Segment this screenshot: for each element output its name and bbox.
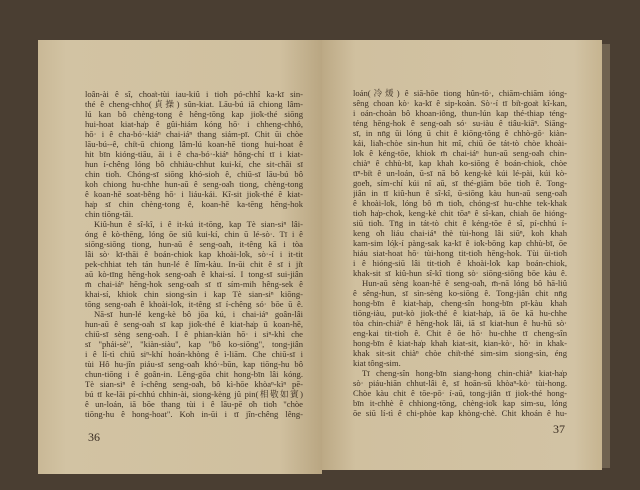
text-line: aū kò-tīng hēng-hok seng-oa̍h ê khai-sí. I tong-sī sui-jiân bbox=[85, 269, 303, 279]
text-line: tòa chin-chiàⁿ ê hēng-hok lâi, iā sī kiat-hun ê hu-hū sò· bbox=[353, 318, 567, 328]
text-line: bú tī ke-lāi pí-chhú chhin-ài, siong-kèng jû pin(相敬如賓) bbox=[85, 389, 303, 399]
text-line: Tī cheng-sîn hong-bīn siang-hong chin-chiàⁿ kiat-ha̍p bbox=[362, 368, 567, 378]
text-line: ê sêng-hun, sī sìn-sèng ko-siōng ê. Tong-jiân chit nn̄g bbox=[353, 288, 567, 298]
text-line: chin tio̍h. Chóng-sī siōng khó-sioh ê, chiū-sī lāu-bú bô bbox=[85, 169, 303, 179]
text-line: Tè sian-siⁿ ê í-chêng seng-oa̍h, bô kì-hōe khòaⁿ-kìⁿ pē- bbox=[85, 379, 303, 389]
text-line: ê koan-hē soat-bêng hō· i liáu-kái. Kî-sit jio̍k-thé ê kiat- bbox=[85, 189, 303, 199]
text-line: Kiû-hun ê sî-kî, i ê it-kú it-tōng, kap Tè sian-siⁿ lâi- bbox=[94, 219, 303, 229]
text-line: hong-bīn ê kiat-ha̍p, cheng-sîn hong-bīn pī-kàu khah bbox=[353, 298, 567, 308]
text-line: hit bīn kióng-tiāu, āi i ê cha-bó·-kiáⁿ hông-chí tī i kiat- bbox=[85, 149, 303, 159]
book-cover-edge bbox=[602, 44, 610, 468]
text-line: sò· piáu-hiān chhut-lâi ê, sī hoān-sū khòaⁿ-kò· tùi-hong. bbox=[353, 378, 567, 388]
text-line: sêng choan kò· ka-kī ê sip-koàn. Sò·-í tī bi̍t-goa̍t kî-kan, bbox=[353, 98, 567, 108]
text-line: hō· i ê cha-bó·-kiáⁿ chai-iáⁿ thang siám-pī. Chit ūi chòe bbox=[85, 129, 303, 139]
text-line: i oán-choàn bô khoan-iông, thun-lún kap thé-thiap téng- bbox=[353, 108, 567, 118]
text-line: jiân in tī kiû-hun ê sî-kî, ū-siōng kàu hun-aū seng-oa̍h bbox=[353, 188, 567, 198]
text-line: khak-sit sī kiû-hun sî-kî tiong sò· siōng-siōng bōe kàu ê. bbox=[353, 268, 567, 278]
text-line: chin tiōng-tāi. bbox=[85, 209, 134, 219]
page-number: 36 bbox=[88, 430, 100, 444]
left-page-text bbox=[85, 89, 303, 419]
text-line: thé ê cheng-chho(貞操) sûn-kiat. Lāu-bú iā chiong lâm- bbox=[85, 99, 303, 109]
text-line: lāu-bú--ê, chi̍t-ū chiong lâm-lú koan-hē tiong hui-hoat ê bbox=[85, 139, 303, 149]
text-line: bīn it-chhè ê chhiong-tōng, chèng-io̍k kap sim-su, lóng bbox=[353, 398, 567, 408]
text-line: keng o̍h liáu chai-iáⁿ thè tùi-hong lâi siūⁿ, koh khah bbox=[353, 228, 567, 238]
text-line: khai-sí, khiok chin siong-sìn i kap Tè sian-siⁿ kiōng- bbox=[85, 289, 303, 299]
text-line: loán(冷煖) ê siā-hōe tiong hûn-tō·, chiām-chiām ióng- bbox=[353, 88, 567, 98]
text-line: hun-aū ê seng-oa̍h sī kap jio̍k-thé ê kiat-ha̍p ū koan-hē, bbox=[85, 319, 303, 329]
text-line: hong-bīn ê kiat-ha̍p khah kiat-sit, kian-kò·, hō· in khak- bbox=[353, 338, 567, 348]
left-page bbox=[38, 40, 322, 474]
text-line: hui-hoat kiat-ha̍p ê gûi-hiám kóng hō· i chheng-chhó, bbox=[85, 119, 303, 129]
text-line: tīⁿ-bi̍t ê un-loán, ū-sī nā bô keng-kè kúi lé-pài, kúi kò- bbox=[353, 168, 567, 178]
text-line: koh chiong hu-chhe hun-aū ê seng-oa̍h tiong, chèng-tong bbox=[85, 179, 303, 189]
text-line: lâi sò· kī-thāi ê boán-chiok kap khoài-lo̍k, sò·-í i it-tit bbox=[85, 249, 303, 259]
text-line: m̄ chai-iáⁿ hēng-hok seng-oa̍h sī tī sím-mih hêng-sek ê bbox=[85, 279, 303, 289]
page-number: 37 bbox=[553, 422, 565, 436]
text-line: ê khoài-lo̍k, lóng bô m̄ tio̍h, chóng-sī hu-chhe tek-khak bbox=[353, 198, 567, 208]
text-line: siū tio̍h. Tn̄g in tát-tò chit ê kéng-tōe ê sî, pí-chhú í- bbox=[353, 218, 567, 228]
right-page bbox=[322, 40, 602, 470]
text-line: siōng-siōng tiong, hun-aū ê seng-oa̍h, it-têng kā i tòa bbox=[85, 239, 303, 249]
text-line: tiōng-hu ê hong-hoat". Koh in-ūi i tī jîn-chêng lêng- bbox=[85, 409, 303, 419]
text-line: kiat tông-sim. bbox=[353, 358, 401, 368]
text-line: i ê hióng-siū lâi tit-tio̍h ê khoài-lo̍k kap boán-chiok, bbox=[353, 258, 567, 268]
text-line: hun í-chêng lóng bô chhiàu-chhut kui-kí, che sit-chāi sī bbox=[85, 159, 303, 169]
right-page-text bbox=[353, 88, 567, 418]
text-line: hiáu siat-hoat hō· tùi-hong tit-tio̍h hēng-hok. Tùi ūi-tio̍h bbox=[353, 248, 567, 258]
text-line: lú kan bô chèng-tong ê hêng-tōng kap jio̍k-thé siōng bbox=[85, 109, 303, 119]
text-line: Chòe kàu chit ê tōe-pō· í-aū, tong-jiân tī jio̍k-thé hong- bbox=[353, 388, 567, 398]
text-line: téng hēng-hok ê seng-oa̍h só· su-iàu ê tiâu-kiāⁿ. Siāng- bbox=[353, 118, 567, 128]
text-line: loân-ài ê sî, choa̍t-tùi iau-kiû i tio̍h pó-chhî ka-kī sin- bbox=[85, 89, 303, 99]
text-line: sī, in nn̄g ūi lóng ū chit ê kiōng-tōng ê chhò-gō· kiàn- bbox=[353, 128, 567, 138]
text-line: chiū-sī sèng seng-oa̍h. I ê phian-kiàn hō· i siⁿ-khì che bbox=[85, 329, 303, 339]
text-line: lo̍k ê kéng-tōe, khiok m̄ chai-iáⁿ hun-aū seng-oa̍h chin- bbox=[353, 148, 567, 158]
text-line: eng-kai tit-tio̍h ê. Chit ê ōe hō· hu-chhe tī cheng-sîn bbox=[353, 328, 567, 338]
text-line: tōng seng-oa̍h ê khoài-lo̍k, it-têng sī í-chêng só· bōe ū ê. bbox=[85, 299, 303, 309]
text-line: óng ê kò-thēng, lóng ōe siû kui-kí, chin ū lé-sò·. Tī i ê bbox=[85, 229, 303, 239]
text-line: khak sit-sit chiàⁿ chòe chi̍t-thé sim-sim siong-sìn, éng bbox=[353, 348, 567, 358]
text-line: goe̍h, sím-chí kúi nî aū, sī thé-giām bōe tio̍h ê. Tong- bbox=[353, 178, 567, 188]
text-line: sī "phái-sè", "kiàn-siàu", kap "bô ko-siōng", tong-jiân bbox=[85, 339, 303, 349]
text-line: kái, lia̍h-chòe sin-hun hit mî, chiū ōe tát-tò chòe khoài- bbox=[353, 138, 567, 148]
text-line: tiōng-iàu, put-kò jio̍k-thé ê kiat-ha̍p, iā ōe kā hu-chhe bbox=[353, 308, 567, 318]
text-line: Hun-aū sèng koan-hē ê seng-oa̍h, m̄-nā lóng bô hā-liû bbox=[362, 278, 567, 288]
text-line: kam-sim ló̤k-í pàng-sak ka-kī ê io̍k-bōng kap chhù-bī, ōe bbox=[353, 238, 567, 248]
text-line: pek-chhiat teh tán hun-lé ê lîm-kàu. In-ūi chit ê sī i ji̍t bbox=[85, 259, 303, 269]
text-line: Nā-sī hun-lé keng-kè bô jōa kú, i chai-iáⁿ goân-lâi bbox=[94, 309, 303, 319]
text-line: ha̍p sī chin chèng-tong ê, koan-hē ka-tēng hēng-hok bbox=[85, 199, 303, 209]
text-line: tùi Hô hu-jîn piáu-sī seng-oa̍h khó·-būn, kap tiōng-hu bô bbox=[85, 359, 303, 369]
text-line: tio̍h ha̍p-chok, keng-kè chit tōaⁿ ê sî-kan, chiah ōe hióng- bbox=[353, 208, 567, 218]
text-line: ê un-loán, iā bōe thang tùi i ê lāu-pē o̍h tio̍h "chòe bbox=[85, 399, 303, 409]
text-line: i ê lí-tì chiū siⁿ-khí hoán-khòng ê ì-liām. Che chiū-sī i bbox=[85, 349, 303, 359]
text-line: chun-tiōng i ê goân-in. Lēng-gōa chit hong-bīn lâi kóng. bbox=[85, 369, 303, 379]
text-line: chiàⁿ ê chhù-bī, kap khah ko-siōng ê boán-chiok, chòe bbox=[353, 158, 567, 168]
text-line: ōe siū lí-tì ê chi-phòe kap khòng-chè. Chit khoán ê hu- bbox=[353, 408, 567, 418]
